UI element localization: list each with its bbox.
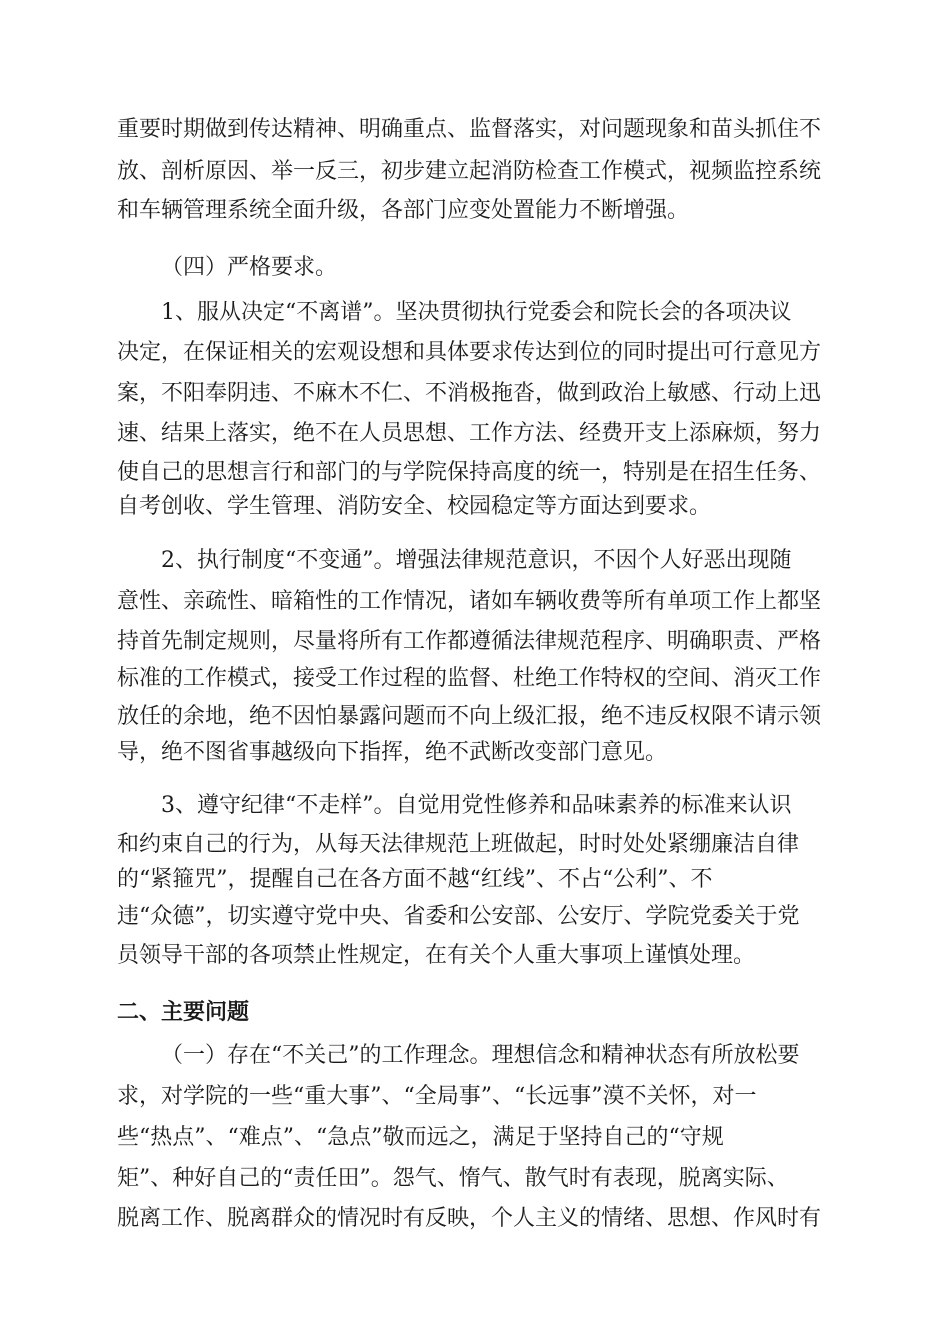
para1-line-3: 和车辆管理系统全面升级，各部门应变处置能力不断增强。	[117, 198, 690, 223]
item1-line-3: 案，不阳奉阴违、不麻木不仁、不消极拖沓，做到政治上敏感、行动上迅	[117, 381, 822, 406]
subheading-strict-requirements: （四）严格要求。	[161, 255, 338, 280]
problem1-line-2: 求，对学院的一些“重大事”、“全局事”、“长远事”漠不关怀，对一	[117, 1084, 757, 1109]
item3-line-4: 违“众德”，切实遵守党中央、省委和公安部、公安厅、学院党委关于党	[117, 904, 800, 929]
para1-line-1: 重要时期做到传达精神、明确重点、监督落实，对问题现象和苗头抓住不	[117, 117, 822, 142]
item1-line-6: 自考创收、学生管理、消防安全、校园稳定等方面达到要求。	[117, 494, 712, 519]
item2-line-2: 意性、亲疏性、暗箱性的工作情况，诸如车辆收费等所有单项工作上都坚	[117, 589, 822, 614]
item2-line-1: 2、执行制度“不变通”。增强法律规范意识，不因个人好恶出现随	[161, 548, 792, 573]
item2-line-6: 导，绝不图省事越级向下指挥，绝不武断改变部门意见。	[117, 740, 668, 765]
item3-line-3: 的“紧箍咒”，提醒自己在各方面不越“红线”、不占“公利”、不	[117, 867, 713, 892]
problem1-line-1: （一）存在“不关己”的工作理念。理想信念和精神状态有所放松要	[161, 1043, 800, 1068]
item1-line-4: 速、结果上落实，绝不在人员思想、工作方法、经费开支上添麻烦，努力	[117, 421, 822, 446]
problem1-line-4: 矩”、种好自己的“责任田”。怨气、惰气、散气时有表现，脱离实际、	[117, 1166, 789, 1191]
problem1-line-3: 些“热点”、“难点”、“急点”敬而远之，满足于坚持自己的“守规	[117, 1125, 724, 1150]
item2-line-3: 持首先制定规则，尽量将所有工作都遵循法律规范程序、明确职责、严格	[117, 629, 822, 654]
problem1-line-5: 脱离工作、脱离群众的情况时有反映，个人主义的情绪、思想、作风时有	[117, 1206, 822, 1231]
item1-line-1: 1、服从决定“不离谱”。坚决贯彻执行党委会和院长会的各项决议	[161, 300, 792, 325]
item3-line-1: 3、遵守纪律“不走样”。自觉用党性修养和品味素养的标准来认识	[161, 793, 792, 818]
item3-line-2: 和约束自己的行为，从每天法律规范上班做起，时时处处紧绷廉洁自律	[117, 832, 800, 857]
item1-line-5: 使自己的思想言行和部门的与学院保持高度的统一，特别是在招生任务、	[117, 460, 822, 485]
item2-line-4: 标准的工作模式，接受工作过程的监督、杜绝工作特权的空间、消灭工作	[117, 666, 822, 691]
item3-line-5: 员领导干部的各项禁止性规定，在有关个人重大事项上谨慎处理。	[117, 943, 756, 968]
item2-line-5: 放任的余地，绝不因怕暴露问题而不向上级汇报，绝不违反权限不请示领	[117, 704, 822, 729]
para1-line-2: 放、剖析原因、举一反三，初步建立起消防检查工作模式，视频监控系统	[117, 159, 822, 184]
section-heading-main-problems: 二、主要问题	[117, 1000, 250, 1025]
item1-line-2: 决定，在保证相关的宏观设想和具体要求传达到位的同时提出可行意见方	[117, 340, 822, 365]
